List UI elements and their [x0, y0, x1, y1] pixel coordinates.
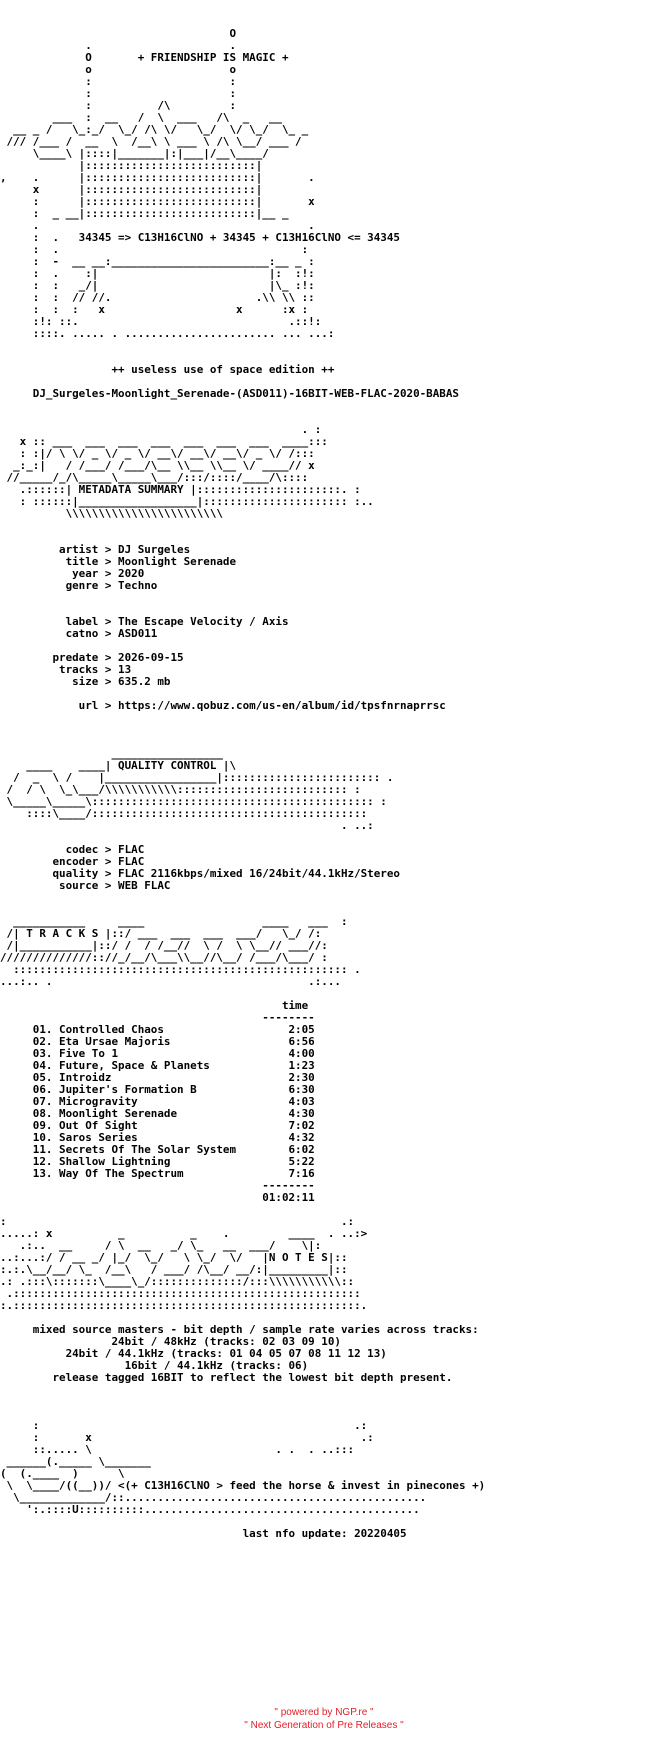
- nfo-line: //////////////:://_/__/\___\\__//\__/ /___/\___/ :: [0, 951, 328, 964]
- nfo-line: --------: [0, 1179, 315, 1192]
- nfo-line: year > 2020: [0, 567, 145, 580]
- nfo-line: : :: [0, 87, 315, 100]
- nfo-line: ::::. ..... . ....................... ... ...:: [0, 327, 335, 340]
- nfo-line: \_____\_____\::::::::::::::::::::::::::::::::::::::::::: :: [0, 795, 387, 808]
- nfo-line: last nfo update: 20220405: [0, 1527, 407, 1540]
- nfo-text: [0, 16, 648, 1552]
- nfo-line: label > The Escape Velocity / Axis: [0, 615, 289, 628]
- nfo-line: 16bit / 44.1kHz (tracks: 06): [0, 1359, 309, 1372]
- nfo-line: genre > Techno: [0, 579, 158, 592]
- nfo-line: ( (.____ ) \: [0, 1467, 328, 1480]
- nfo-line: .: .:::\:::::::\____\_/::::::::::::::/:::\\\\\\\\\\\::: [0, 1275, 355, 1288]
- nfo-line: : .:: [0, 1215, 355, 1228]
- nfo-line: .:.. __ / \ __ _/ \_ __ ___/ \|:: [0, 1239, 348, 1252]
- nfo-line: 09. Out Of Sight 7:02: [0, 1119, 315, 1132]
- nfo-line: _________________: [0, 747, 302, 760]
- nfo-line: : . 34345 => C13H16ClNO + 34345 + C13H16ClNO <= 34345: [0, 231, 400, 244]
- nfo-line: catno > ASD011: [0, 627, 158, 640]
- nfo-line: 04. Future, Space & Planets 1:23: [0, 1059, 315, 1072]
- nfo-line: / / \ \_\___/\\\\\\\\\\\:::::::::::::::::::::::::: :: [0, 783, 361, 796]
- nfo-line: _:_:| / /___/ /___/\__ \\__ \\__ \/ ____// x: [0, 459, 315, 472]
- nfo-line: : :: [0, 75, 315, 88]
- nfo-line: \ \____/((__))/ <(+ C13H16ClNO > feed the horse & invest in pinecones +): [0, 1479, 486, 1492]
- nfo-line: : :|/ \ \/ _ \/ _ \/ __\/ __\/ __\/ _ \/ /:::: [0, 447, 315, 460]
- nfo-line: release tagged 16BIT to reflect the lowest bit depth present.: [0, 1371, 453, 1384]
- nfo-line: ____ ____| QUALITY CONTROL |\: [0, 759, 309, 772]
- nfo-line: 06. Jupiter's Formation B 6:30: [0, 1083, 315, 1096]
- nfo-line: ::::::::::::::::::::::::::::::::::::::::::::::::::: .: [0, 963, 361, 976]
- nfo-line: : ::::::|__________________|:::::::::::::::::::::: :..: [0, 495, 374, 508]
- nfo-line: 10. Saros Series 4:32: [0, 1131, 315, 1144]
- nfo-line: 12. Shallow Lightning 5:22: [0, 1155, 315, 1168]
- nfo-line: codec > FLAC: [0, 843, 145, 856]
- nfo-line: : .:: [0, 1419, 368, 1432]
- footer-tagline: " Next Generation of Pre Releases ": [244, 1720, 404, 1731]
- nfo-line: mixed source masters - bit depth / sample rate varies across tracks:: [0, 1323, 479, 1336]
- nfo-line: : /\ :: [0, 99, 315, 112]
- nfo-line: ++ useless use of space edition ++: [0, 363, 335, 376]
- nfo-line: / _ \ / |_________________|:::::::::::::::::::::::: .: [0, 771, 394, 784]
- nfo-line: [0, 1539, 315, 1552]
- nfo-line: 08. Moonlight Serenade 4:30: [0, 1107, 315, 1120]
- nfo-line: ::::\____/::::::::::::::::::::::::::::::::::::::::::: [0, 807, 381, 820]
- nfo-line: ...:.. . .:...: [0, 975, 341, 988]
- nfo-line: o o: [0, 63, 315, 76]
- nfo-line: .....: x _ _ . ____ . ..:>: [0, 1227, 368, 1240]
- nfo-line: title > Moonlight Serenade: [0, 555, 237, 568]
- nfo-line: 01:02:11: [0, 1191, 315, 1204]
- nfo-line: . :: [0, 423, 322, 436]
- nfo-line: 03. Five To 1 4:00: [0, 1047, 315, 1060]
- nfo-line: 07. Microgravity 4:03: [0, 1095, 315, 1108]
- nfo-line: DJ_Surgeles-Moonlight_Serenade-(ASD011)-16BIT-WEB-FLAC-2020-BABAS: [0, 387, 459, 400]
- nfo-line: \____\ |::::|_______|:|___|/__\____/: [0, 147, 302, 160]
- nfo-line: :!: ::. .::!:: [0, 315, 322, 328]
- nfo-line: .:::::::::::::::::::::::::::::::::::::::::::::::::::::: [0, 1287, 361, 1300]
- nfo-line: 24bit / 44.1kHz (tracks: 01 04 05 07 08 11 12 13): [0, 1347, 387, 1360]
- nfo-line: , . |::::::::::::::::::::::::::| .: [0, 171, 315, 184]
- footer-powered-by: " powered by NGP.re ": [274, 1707, 374, 1718]
- nfo-line: : : : x x :x :: [0, 303, 309, 316]
- nfo-line: __ _ / \_:_/ \_/ /\ \/ \_/ \/ \_/ \_ _: [0, 123, 309, 136]
- nfo-line: . .: [0, 39, 315, 52]
- nfo-line: O: [0, 27, 315, 40]
- nfo-line: ..:...:/ / __ _/ |_/ \_/ \ \_/ \/ |N O T E S|::: [0, 1251, 348, 1264]
- nfo-line: source > WEB FLAC: [0, 879, 171, 892]
- nfo-line: : . :| |: :!:: [0, 267, 315, 280]
- nfo-line: : x .:: [0, 1431, 374, 1444]
- nfo-line: --------: [0, 1011, 315, 1024]
- nfo-line: ___ : __ / \ ___ /\ _ __: [0, 111, 309, 124]
- nfo-line: ___________ ____ ____ ___ :: [0, 915, 348, 928]
- nfo-line: ':.::::U::::::::::..........................................: [0, 1503, 420, 1516]
- nfo-line: /| T R A C K S |::/ ___ ___ ___ ___/ \_/ /:: [0, 927, 322, 940]
- nfo-line: x :: ___ ___ ___ ___ ___ ___ ___ ____:::: [0, 435, 328, 448]
- nfo-line: x |::::::::::::::::::::::::::|: [0, 183, 315, 196]
- nfo-line: .::::::| METADATA SUMMARY |::::::::::::::::::::::. :: [0, 483, 361, 496]
- nfo-line: |::::::::::::::::::::::::::|: [0, 159, 315, 172]
- nfo-line: : : // //. .\\ \\ ::: [0, 291, 315, 304]
- nfo-line: encoder > FLAC: [0, 855, 145, 868]
- nfo-line: /// /___ / __ \ /__\ \ ___ \ /\ \__/ ___ /: [0, 135, 302, 148]
- nfo-line: : . :: [0, 243, 309, 256]
- nfo-line: url > https://www.qobuz.com/us-en/album/id/tpsfnrnaprrsc: [0, 699, 446, 712]
- nfo-line: 24bit / 48kHz (tracks: 02 03 09 10): [0, 1335, 341, 1348]
- nfo-line: predate > 2026-09-15: [0, 651, 184, 664]
- nfo-line: 01. Controlled Chaos 2:05: [0, 1023, 315, 1036]
- nfo-line: 11. Secrets Of The Solar System 6:02: [0, 1143, 315, 1156]
- nfo-line: O + FRIENDSHIP IS MAGIC +: [0, 51, 315, 64]
- nfo-line: : - __ __:________________________:__ _ :: [0, 255, 315, 268]
- nfo-line: :.:.\__/__/ \_ /__\ / ___/ /\__/ __/:|_________|::: [0, 1263, 348, 1276]
- nfo-line: ::..... \ . . . ..:::: [0, 1443, 355, 1456]
- nfo-line: : : _/| |\_ :!:: [0, 279, 315, 292]
- nfo-line: . .: [0, 219, 315, 232]
- nfo-line: /|___________|::/ / / /__// \ / \ \__// ___//:: [0, 939, 328, 952]
- nfo-line: \_____________/::..............................................: [0, 1491, 427, 1504]
- nfo-line: time: [0, 999, 309, 1012]
- nfo-line: . ..:: [0, 819, 374, 832]
- nfo-line: //_____/_/\_____\_____\___/:::/::::/____/\::::: [0, 471, 309, 484]
- nfo-line: : _ __|::::::::::::::::::::::::::|__ _: [0, 207, 322, 220]
- nfo-line: : |::::::::::::::::::::::::::| x: [0, 195, 315, 208]
- nfo-line: size > 635.2 mb: [0, 675, 171, 688]
- nfo-line: \\\\\\\\\\\\\\\\\\\\\\\\: [0, 507, 302, 520]
- nfo-line: 05. Introidz 2:30: [0, 1071, 315, 1084]
- nfo-line: 02. Eta Ursae Majoris 6:56: [0, 1035, 315, 1048]
- nfo-line: tracks > 13: [0, 663, 132, 676]
- nfo-line: ______(._____ \_______: [0, 1455, 322, 1468]
- nfo-line: :.:::::::::::::::::::::::::::::::::::::::::::::::::::::.: [0, 1299, 368, 1312]
- nfo-line: 13. Way Of The Spectrum 7:16: [0, 1167, 315, 1180]
- nfo-line: artist > DJ Surgeles: [0, 543, 191, 556]
- nfo-line: quality > FLAC 2116kbps/mixed 16/24bit/44.1kHz/Stereo: [0, 867, 400, 880]
- footer: [0, 1706, 648, 1732]
